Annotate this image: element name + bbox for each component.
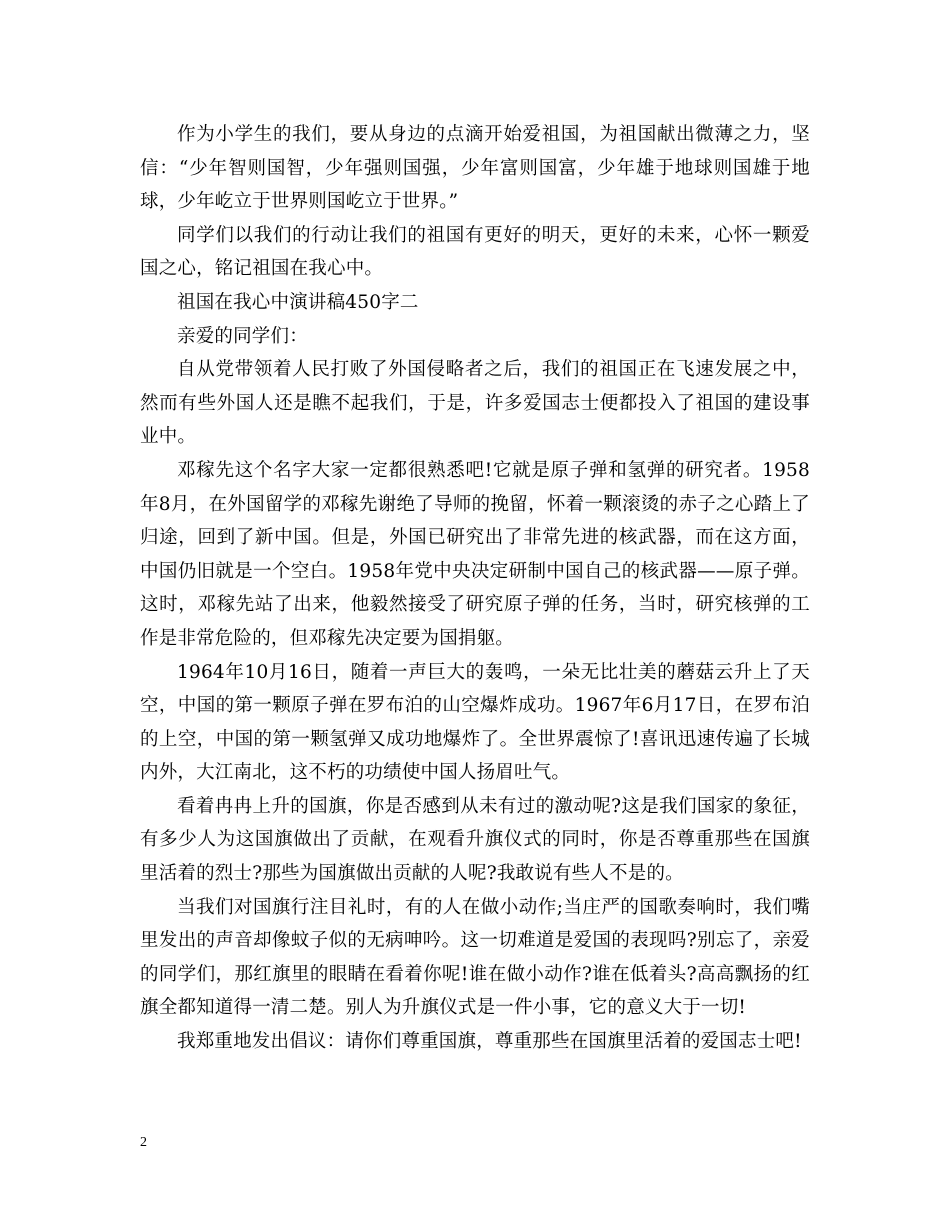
- paragraph-national-flag: 看着冉冉上升的国旗，你是否感到从未有过的激动呢?这是我们国家的象征，有多少人为这国旗做出了贡献，在观看升旗仪式的同时，你是否尊重那些在国旗里活着的烈士?那些为国旗做出贡献的人呢?我敢说有些人不是的。: [140, 795, 810, 885]
- salutation: 亲爱的同学们：: [177, 325, 308, 347]
- paragraph-atomic-bomb: 1964年10月16日，随着一声巨大的轰鸣，一朵无比壮美的蘑菇云升上了天空，中国的第一颗原子弹在罗布泊的山空爆炸成功。1967年6月17日，在罗布泊的上空，中国的第一颗氢弹又成功地爆炸了。全世界震惊了!喜讯迅速传遍了长城内外，大江南北，这不朽的功绩使中国人扬眉吐气。: [140, 661, 810, 784]
- paragraph-proposal: 我郑重地发出倡议：请你们尊重国旗，尊重那些在国旗里活着的爱国志士吧!: [177, 1031, 802, 1053]
- paragraph-history: 自从党带领着人民打败了外国侵略者之后，我们的祖国正在飞速发展之中，然而有些外国人还是瞧不起我们，于是，许多爱国志士便都投入了祖国的建设事业中。: [140, 359, 810, 448]
- page-number: 2: [140, 1135, 147, 1150]
- speech-title: 祖国在我心中演讲稿450字二: [177, 291, 419, 313]
- document-body: [140, 118, 810, 1059]
- paragraph-closing-wish: 同学们以我们的行动让我们的祖国有更好的明天，更好的未来，心怀一颗爱国之心，铭记祖国在我心中。: [140, 224, 810, 280]
- paragraph-deng-jiaxian: 邓稼先这个名字大家一定都很熟悉吧!它就是原子弹和氢弹的研究者。1958年8月，在外国留学的邓稼先谢绝了导师的挽留，怀着一颗滚烫的赤子之心踏上了归途，回到了新中国。但是，外国已研究出了非常先进的核武器，而在这方面，中国仍旧就是一个空白。1958年党中央决定研制中国自己的核武器——原子弹。这时，邓稼先站了出来，他毅然接受了研究原子弹的任务，当时，研究核弹的工作是非常危险的，但邓稼先决定要为国捐躯。: [140, 459, 810, 649]
- paragraph-intro-pledge: 作为小学生的我们，要从身边的点滴开始爱祖国，为祖国献出微薄之力，坚信：“少年智则国智，少年强则国强，少年富则国富，少年雄于地球则国雄于地球，少年屹立于世界则国屹立于世界。”: [140, 124, 810, 213]
- paragraph-flag-ceremony: 当我们对国旗行注目礼时，有的人在做小动作;当庄严的国歌奏响时，我们嘴里发出的声音却像蚊子似的无病呻吟。这一切难道是爱国的表现吗?别忘了，亲爱的同学们，那红旗里的眼睛在看着你呢!谁在做小动作?谁在低着头?高高飘扬的红旗全都知道得一清二楚。别人为升旗仪式是一件小事，它的意义大于一切!: [140, 896, 810, 1019]
